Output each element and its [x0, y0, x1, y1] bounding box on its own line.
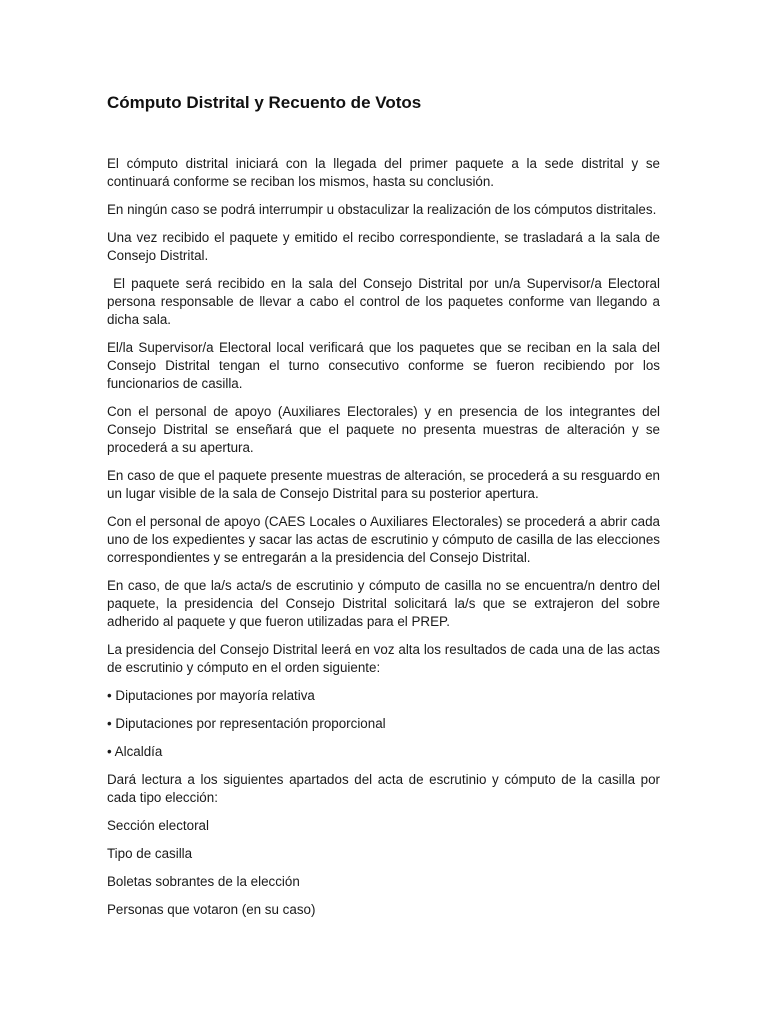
- paragraph-actas-prep: En caso, de que la/s acta/s de escrutinio y cómputo de casilla no se encuentra/n dentro del paquete, la presidencia del Consejo Distrital solicitará la/s que se extrajeron del sobre adherido al paquete y que fueron utilizadas para el PREP.: [107, 578, 660, 629]
- paragraph-apertura-paquete: Con el personal de apoyo (Auxiliares Electorales) y en presencia de los integrantes del Consejo Distrital se enseñará que el paquete no presenta muestras de alteración y se procederá a su apertura.: [107, 404, 660, 455]
- paragraph-abrir-expedientes: Con el personal de apoyo (CAES Locales o Auxiliares Electorales) se procederá a abrir cada uno de los expedientes y sacar las actas de escrutinio y cómputo de casilla de las elecciones correspondientes y se entregarán a la presidencia del Consejo Distrital.: [107, 514, 660, 565]
- list-item-field: Personas que votaron (en su caso): [107, 902, 316, 917]
- list-item-bullet: • Diputaciones por mayoría relativa: [107, 688, 315, 703]
- list-item-field: Boletas sobrantes de la elección: [107, 874, 300, 889]
- list-item-field: Sección electoral: [107, 818, 209, 833]
- paragraph-computo-inicio: El cómputo distrital iniciará con la llegada del primer paquete a la sede distrital y se continuará conforme se reciban los mismos, hasta su conclusión.: [107, 156, 660, 189]
- paragraph-apartados-acta: Dará lectura a los siguientes apartados del acta de escrutinio y cómputo de la casilla por cada tipo elección:: [107, 772, 660, 805]
- paragraph-no-interrumpir: En ningún caso se podrá interrumpir u obstaculizar la realización de los cómputos distritales.: [107, 202, 657, 217]
- paragraph-lectura-resultados: La presidencia del Consejo Distrital leerá en voz alta los resultados de cada una de las actas de escrutinio y cómputo en el orden siguiente:: [107, 642, 660, 675]
- list-item-field: Tipo de casilla: [107, 846, 193, 861]
- paragraph-recepcion-supervisor: El paquete será recibido en la sala del Consejo Distrital por un/a Supervisor/a Electoral persona responsable de llevar a cabo el control de los paquetes conforme van llegando a dicha sala.: [107, 276, 664, 327]
- paragraph-paquete-alterado: En caso de que el paquete presente muestras de alteración, se procederá a su resguardo en un lugar visible de la sala de Consejo Distrital para su posterior apertura.: [107, 468, 660, 501]
- list-item-bullet: • Diputaciones por representación proporcional: [107, 716, 386, 731]
- document-title: Cómputo Distrital y Recuento de Votos: [107, 93, 422, 112]
- paragraph-verificacion-turno: El/la Supervisor/a Electoral local verificará que los paquetes que se reciban en la sala del Consejo Distrital tengan el turno consecutivo conforme se fueron recibiendo por los funcionarios de casilla.: [107, 340, 660, 391]
- paragraph-traslado-sala: Una vez recibido el paquete y emitido el recibo correspondiente, se trasladará a la sala de Consejo Distrital.: [107, 230, 660, 263]
- list-item-bullet: • Alcaldía: [107, 744, 163, 759]
